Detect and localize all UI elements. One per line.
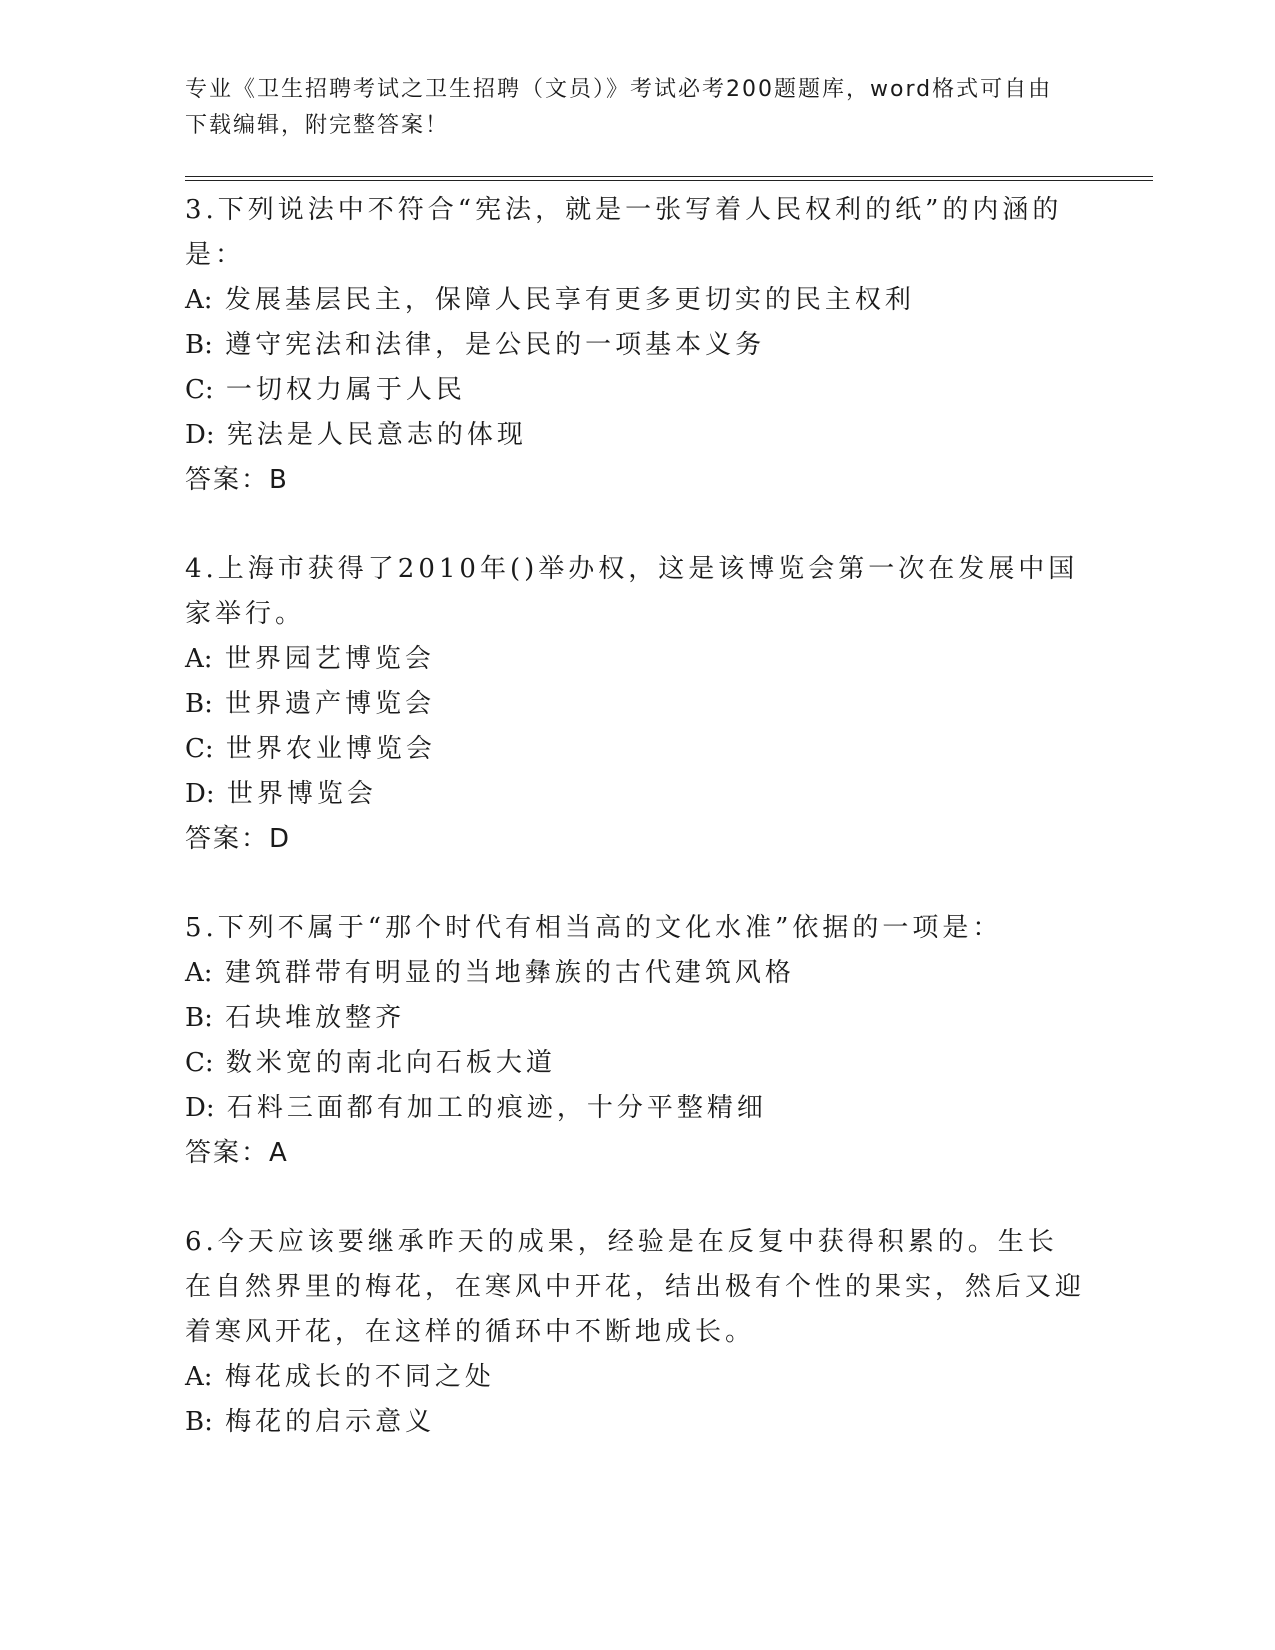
question-stem: 5.下列不属于“那个时代有相当高的文化水准”依据的一项是： [185,913,1003,943]
question-3 [185,188,1085,503]
option-text: 世界农业博览会 [225,734,436,764]
option-a [185,951,1085,996]
option-d [185,1086,1085,1131]
question-6 [185,1220,1085,1445]
answer-line: 答案：B [185,465,289,495]
option-text: 世界博览会 [226,779,377,809]
option-b [185,996,1085,1041]
option-d [185,772,1085,817]
option-letter: A: [185,285,213,315]
option-text: 数米宽的南北向石板大道 [225,1048,556,1078]
option-text: 建筑群带有明显的当地彝族的古代建筑风格 [224,958,795,988]
option-letter: D: [185,779,215,809]
option-d [185,413,1085,458]
option-letter: A: [185,644,213,674]
option-letter: C: [185,375,214,405]
option-c [185,1041,1085,1086]
question-list [185,188,1085,1489]
option-text: 一切权力属于人民 [225,375,466,405]
option-text: 遵守宪法和法律，是公民的一项基本义务 [225,330,766,360]
option-letter: C: [185,1048,214,1078]
answer-line: 答案：A [185,1138,289,1168]
option-a [185,1355,1085,1400]
option-text: 石块堆放整齐 [225,1003,406,1033]
option-text: 梅花的启示意义 [225,1407,436,1437]
option-text: 宪法是人民意志的体现 [226,420,527,450]
option-letter: C: [185,734,214,764]
option-text: 世界园艺博览会 [224,644,435,674]
document-header: 专业《卫生招聘考试之卫生招聘（文员）》考试必考200题题库，word格式可自由下载编辑，附完整答案！ [185,77,1053,138]
option-letter: B: [185,330,213,360]
option-c [185,368,1085,413]
header-divider [185,176,1153,181]
option-letter: A: [185,958,213,988]
option-letter: D: [185,420,215,450]
option-a [185,278,1085,323]
option-b [185,682,1085,727]
option-a [185,637,1085,682]
question-5 [185,906,1085,1176]
question-stem: 4.上海市获得了2010年()举办权，这是该博览会第一次在发展中国家举行。 [185,554,1079,629]
option-c [185,727,1085,772]
question-stem: 3.下列说法中不符合“宪法，就是一张写着人民权利的纸”的内涵的是： [185,195,1063,270]
option-b [185,323,1085,368]
question-stem: 6.今天应该要继承昨天的成果，经验是在反复中获得积累的。生长在自然界里的梅花，在寒风中开花，结出极有个性的果实，然后又迎着寒风开花，在这样的循环中不断地成长。 [185,1227,1086,1347]
option-letter: D: [185,1093,215,1123]
option-text: 发展基层民主，保障人民享有更多更切实的民主权利 [224,285,915,315]
option-text: 梅花成长的不同之处 [224,1362,495,1392]
option-letter: B: [185,1407,213,1437]
answer-line: 答案：D [185,824,292,854]
option-text: 世界遗产博览会 [225,689,436,719]
question-4 [185,547,1085,862]
option-letter: B: [185,1003,213,1033]
option-letter: A: [185,1362,213,1392]
option-letter: B: [185,689,213,719]
option-text: 石料三面都有加工的痕迹，十分平整精细 [226,1093,767,1123]
option-b [185,1400,1085,1445]
